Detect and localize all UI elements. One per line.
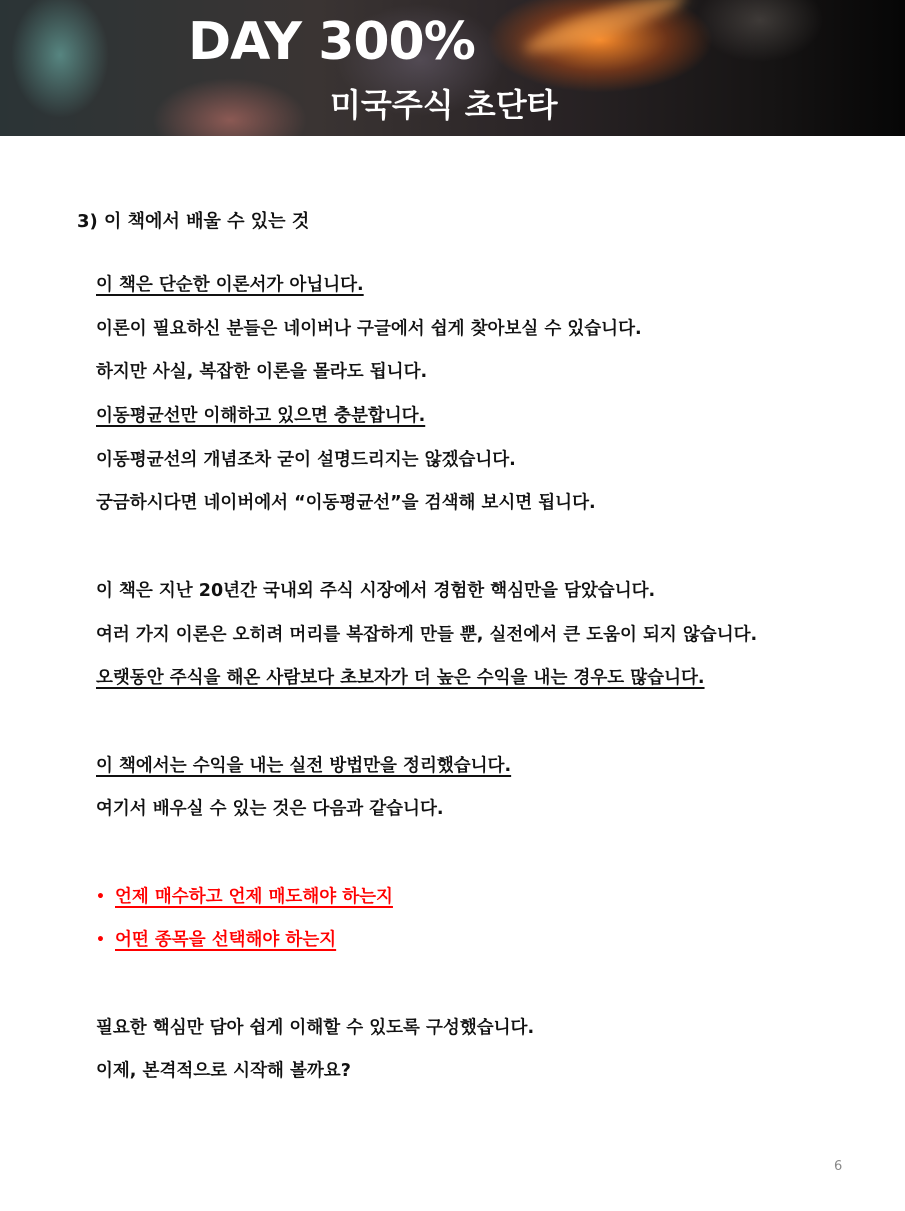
header-banner <box>0 0 905 136</box>
bullet-dot-icon: • <box>96 888 105 905</box>
bullet-item-label: 언제 매수하고 언제 매도해야 하는지 <box>115 886 393 907</box>
text-line-closing-question: 이제, 본격적으로 시작해 볼까요? <box>96 1061 351 1082</box>
body-content <box>96 264 876 1094</box>
paragraph-spacer <box>96 526 876 570</box>
text-line: 궁금하시다면 네이버에서 “이동평균선”을 검색해 보시면 됩니다. <box>96 493 596 514</box>
text-line-moving-average-underlined: 이동평균선만 이해하고 있으면 충분합니다. <box>96 406 426 427</box>
page-number: 6 <box>834 1159 843 1174</box>
paragraph-spacer <box>96 963 876 1007</box>
text-line-practical-underlined: 이 책에서는 수익을 내는 실전 방법만을 정리했습니다. <box>96 755 512 776</box>
bullet-item-stock-selection <box>96 919 876 963</box>
banner-light-streak <box>520 0 690 62</box>
text-line: 하지만 사실, 복잡한 이론을 몰라도 됩니다. <box>96 362 428 383</box>
text-line-intro-underlined: 이 책은 단순한 이론서가 아닙니다. <box>96 275 364 295</box>
bullet-item-label: 어떤 종목을 선택해야 하는지 <box>115 930 337 951</box>
text-line: 필요한 핵심만 담아 쉽게 이해할 수 있도록 구성했습니다. <box>96 1017 535 1038</box>
banner-title: DAY 300% <box>188 12 475 72</box>
text-line: 이동평균선의 개념조차 굳이 설명드리지는 않겠습니다. <box>96 449 516 470</box>
bullet-item-buy-sell <box>96 876 876 920</box>
bullet-dot-icon: • <box>96 932 105 949</box>
text-line-beginners-underlined: 오랫동안 주식을 해온 사람보다 초보자가 더 높은 수익을 내는 경우도 많습니다. <box>96 668 705 689</box>
text-line: 이론이 필요하신 분들은 네이버나 구글에서 쉽게 찾아보실 수 있습니다. <box>96 318 642 339</box>
text-line: 이 책은 지난 20년간 국내외 주식 시장에서 경험한 핵심만을 담았습니다. <box>96 580 656 601</box>
paragraph-spacer <box>96 701 876 745</box>
paragraph-spacer <box>96 832 876 876</box>
text-line: 여러 가지 이론은 오히려 머리를 복잡하게 만들 뿐, 실전에서 큰 도움이 되지 않습니다. <box>96 624 758 645</box>
text-line: 여기서 배우실 수 있는 것은 다음과 같습니다. <box>96 799 444 820</box>
section-heading: 3) 이 책에서 배울 수 있는 것 <box>77 211 310 232</box>
banner-subtitle: 미국주식 초단타 <box>330 86 558 124</box>
